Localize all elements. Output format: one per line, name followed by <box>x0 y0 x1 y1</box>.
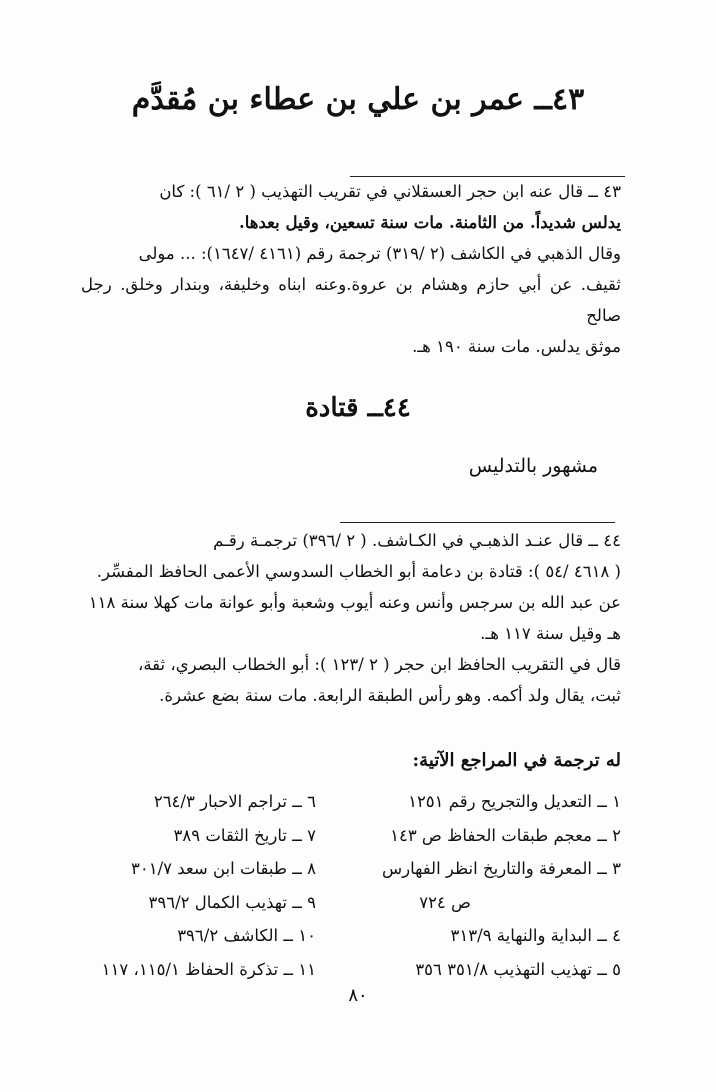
footnote-43 <box>81 176 621 362</box>
reference-item: ١ ــ التعديل والتجريح رقم ١٢٥١ <box>408 792 621 811</box>
section-44-intro: مشهور بالتدليس <box>468 455 598 477</box>
footnote-44-line-5: قال في التقريب الحافظ ابن حجر ( ٢ /١٢٣ ): أبو الخطاب البصري، ثقة، <box>138 655 621 674</box>
footnote-rule-44 <box>340 522 615 523</box>
reference-item: ٣ ــ المعرفة والتاريخ انظر الفهارس <box>381 859 621 878</box>
reference-item: ١١ ــ تذكرة الحفاظ ١١٥/١، ١١٧ <box>101 959 316 979</box>
reference-item: ٨ ــ طبقات ابن سعد ٣٠١/٧ <box>131 859 316 878</box>
reference-item: ٢ ــ معجم طبقات الحفاظ ص ١٤٣ <box>390 825 621 845</box>
references-title: له ترجمة في المراجع الآتية: <box>412 750 621 771</box>
footnote-44-line-6: ثبت، يقال ولد أكمه. وهو رأس الطبقة الرابعة. مات سنة بضع عشرة. <box>159 686 621 705</box>
reference-item-continuation: ص ٧٢٤ <box>419 892 471 912</box>
references-column-left <box>46 785 316 986</box>
footnote-44-line-2: ( ٤٦١٨ /٥٤ ): قتادة بن دعامة أبو الخطاب السدوسي الأعمى الحافظ المفسِّر. <box>96 562 621 581</box>
footnote-43-line-2: يدلس شديداً. من الثامنة. مات سنة تسعين، وقيل بعدها. <box>239 213 621 232</box>
reference-item: ٩ ــ تهذيب الكمال ٣٩٦/٢ <box>148 892 316 912</box>
section-43-title: ٤٣ــ عمر بن علي بن عطاء بن مُقدَّم <box>131 82 585 117</box>
reference-item: ٥ ــ تهذيب التهذيب ٣٥١/٨ ٣٥٦ <box>415 959 621 979</box>
footnote-43-line-4: ثقيف. عن أبي حازم وهشام بن عروة.وعنه ابناه وخليفة، وبندار وخلق. رجل صالح <box>81 275 621 325</box>
footnote-44-line-1: ٤٤ ــ قال عنـد الذهبـي في الكـاشف. ( ٢ /٣٩٦) ترجمـة رقـم <box>213 531 621 550</box>
page-number: ٨٠ <box>348 985 368 1006</box>
footnote-43-line-3: وقال الذهبي في الكاشف (٢ /٣١٩) ترجمة رقم (٤١٦١ /١٦٤٧): ... مولى <box>138 244 621 263</box>
reference-item: ٤ ــ البداية والنهاية ٣١٣/٩ <box>450 926 621 945</box>
reference-item: ٧ ــ تاريخ الثقات ٣٨٩ <box>173 825 316 845</box>
footnote-43-line-5: موثق يدلس. مات سنة ١٩٠ هـ. <box>412 337 621 356</box>
footnote-44 <box>81 525 621 711</box>
section-44-title: ٤٤ــ قتادة <box>305 393 411 423</box>
footnote-44-line-3: عن عبد الله بن سرجس وأنس وعنه أيوب وشعبة وأبو عوانة مات كهلا سنة ١١٨ <box>88 593 621 612</box>
reference-item: ١٠ ــ الكاشف ٣٩٦/٢ <box>177 926 316 945</box>
references-column-right <box>351 785 621 986</box>
footnote-43-line-1: ٤٣ ــ قال عنه ابن حجر العسقلاني في تقريب التهذيب ( ٢ /٦١ ): كان <box>159 182 621 201</box>
footnote-44-line-4: هـ وقيل سنة ١١٧ هـ. <box>480 624 621 643</box>
reference-item: ٦ ــ تراجم الاحبار ٢٦٤/٣ <box>153 792 316 811</box>
